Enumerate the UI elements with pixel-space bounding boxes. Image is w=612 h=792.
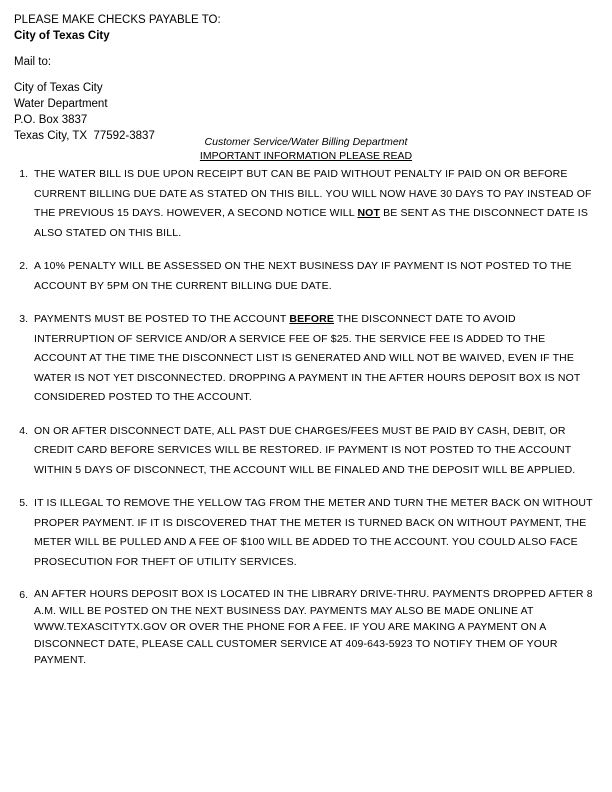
list-item-text (34, 165, 596, 243)
payable-to-label: PLEASE MAKE CHECKS PAYABLE TO: (14, 14, 221, 26)
address-line-1: City of Texas City (14, 82, 103, 94)
mail-to-label: Mail to: (14, 56, 52, 68)
information-list (14, 165, 596, 683)
list-item-number: 6. (19, 589, 28, 601)
list-item (14, 422, 596, 481)
emphasized-text: NOT (357, 207, 381, 219)
address-line-4: Texas City, TX 77592-3837 (14, 130, 155, 142)
payee-header-block (14, 12, 574, 144)
section-heading (0, 135, 612, 163)
emphasized-text: BEFORE (289, 313, 335, 325)
important-notice-title: IMPORTANT INFORMATION PLEASE READ (199, 150, 413, 162)
body-text: THE WATER BILL IS DUE UPON RECEIPT BUT CAN BE PAID WITHOUT PENALTY IF PAID ON OR BEFORE CURRENT BILLING DUE DATE AS STATED ON THIS BILL. YOU WILL NOW HAVE 30 DAYS TO PAY INSTEAD OF THE PREVIOUS 15 DAYS. HOWEVER, A SECOND NOTICE WILL (34, 168, 592, 219)
body-text: THE DISCONNECT DATE TO AVOID INTERRUPTION OF SERVICE AND/OR A SERVICE FEE OF $25. THE SERVICE FEE IS ADDED TO THE ACCOUNT AT THE TIME THE DISCONNECT LIST IS GENERATED AND WILL NOT BE WAIVED, EVEN IF THE WATER IS NOT YET DISCONNECTED. DROPPING A PAYMENT IN THE AFTER HOURS DEPOSIT BOX IS NOT CONSIDERED POSTED TO THE ACCOUNT. (34, 313, 581, 403)
payable-to-name: City of Texas City (14, 30, 110, 42)
list-item-number: 3. (19, 313, 28, 325)
list-item-number: 2. (19, 260, 28, 272)
list-item (14, 310, 596, 408)
list-item-text (34, 494, 596, 572)
list-item-text (34, 257, 596, 296)
body-text: ON OR AFTER DISCONNECT DATE, ALL PAST DUE CHARGES/FEES MUST BE PAID BY CASH, DEBIT, OR CREDIT CARD BEFORE SERVICES WILL BE RESTORED. IF PAYMENT IS NOT POSTED TO THE ACCOUNT WITHIN 5 DAYS OF DISCONNECT, THE ACCOUNT WILL BE FINALED AND THE DEPOSIT WILL BE APPLIED. (34, 424, 576, 476)
body-text: BE SENT AS THE DISCONNECT DATE IS ALSO STATED ON THIS BILL. (34, 207, 589, 239)
list-item-number: 1. (19, 168, 28, 180)
spacer-2 (14, 70, 574, 80)
list-item (14, 586, 596, 669)
body-text: IT IS ILLEGAL TO REMOVE THE YELLOW TAG FROM THE METER AND TURN THE METER BACK ON WITHOUT PROPER PAYMENT. IF IT IS DISCOVERED THAT THE METER IS TURNED BACK ON WITHOUT PAYMENT, THE METER WILL BE PULLED AND A FEE OF $100 WILL BE ADDED TO THE ACCOUNT. YOU COULD ALSO FACE PROSECUTION FOR THEFT OF UTILITY SERVICES. (34, 497, 593, 568)
spacer-1 (14, 44, 574, 54)
list-item-number: 5. (19, 497, 28, 509)
list-item-number: 4. (19, 424, 28, 437)
body-text: AN AFTER HOURS DEPOSIT BOX IS LOCATED IN THE LIBRARY DRIVE-THRU. PAYMENTS DROPPED AFTER 8 A.M. WILL BE POSTED ON THE NEXT BUSINESS DAY. PAYMENTS MAY ALSO BE MADE ONLINE AT WWW.TEXASCITYTX.GOV OR OVER THE PHONE FOR A FEE. IF YOU ARE MAKING A PAYMENT ON A DISCONNECT DATE, PLEASE CALL CUSTOMER SERVICE AT 409-643-5923 TO NOTIFY THEM OF YOUR PAYMENT. (34, 588, 593, 666)
list-item-text (34, 310, 596, 408)
list-item-text (34, 586, 596, 669)
address-line-2: Water Department (14, 98, 108, 110)
body-text: A 10% PENALTY WILL BE ASSESSED ON THE NEXT BUSINESS DAY IF PAYMENT IS NOT POSTED TO THE ACCOUNT BY 5PM ON THE CURRENT BILLING DUE DATE. (34, 260, 572, 292)
body-text: PAYMENTS MUST BE POSTED TO THE ACCOUNT (34, 313, 290, 325)
department-title: Customer Service/Water Billing Department (204, 136, 408, 148)
list-item (14, 165, 596, 243)
list-item (14, 494, 596, 572)
address-line-3: P.O. Box 3837 (14, 114, 88, 126)
list-item (14, 257, 596, 296)
list-item-text (34, 422, 596, 481)
